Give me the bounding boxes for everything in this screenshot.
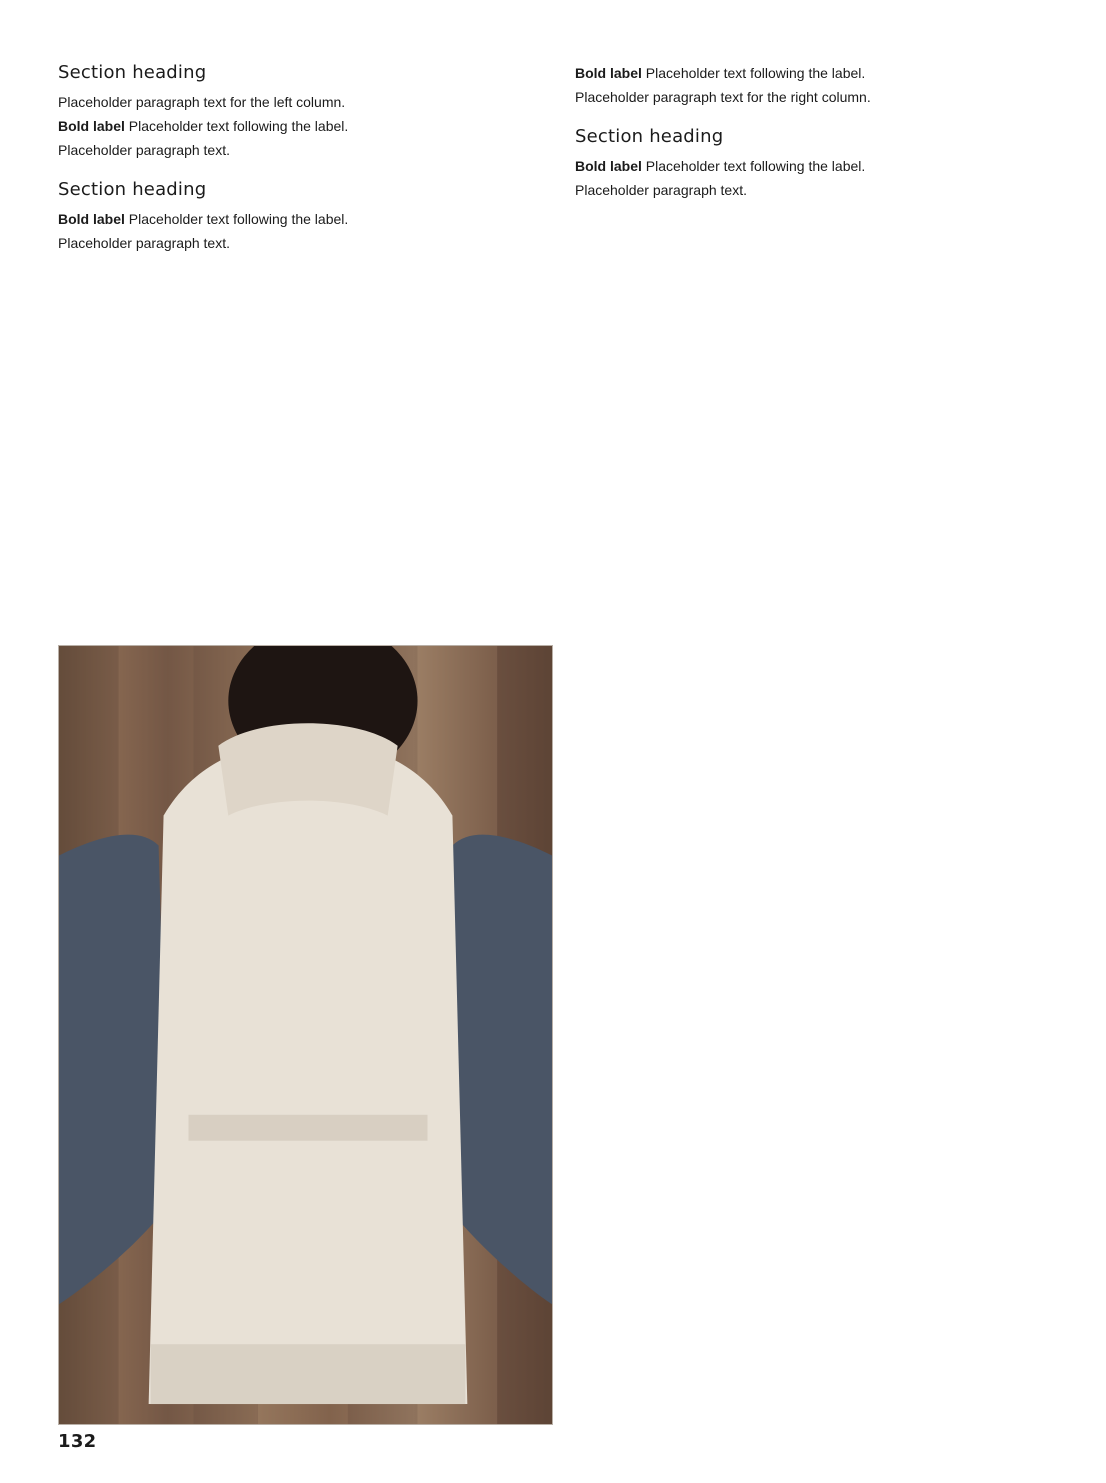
paragraph xyxy=(58,91,548,113)
section-heading: Section heading xyxy=(575,126,724,147)
paragraph xyxy=(58,115,548,137)
photo-illustration xyxy=(59,646,552,1424)
paragraph-text: Placeholder paragraph text. xyxy=(575,182,747,198)
paragraph-text: Placeholder paragraph text for the left column. xyxy=(58,94,346,110)
paragraph-text: Placeholder text following the label. xyxy=(128,118,349,134)
vest xyxy=(149,741,468,1404)
left_column-section xyxy=(58,62,548,161)
left_column-section xyxy=(58,179,548,254)
paragraph-label: Bold label xyxy=(575,158,642,174)
left-column xyxy=(58,62,548,272)
paragraph-text: Placeholder paragraph text for the right column. xyxy=(575,89,871,105)
paragraph-label: Bold label xyxy=(575,65,642,81)
paragraph-text: Placeholder text following the label. xyxy=(645,65,866,81)
paragraph xyxy=(575,62,1065,84)
paragraph xyxy=(575,155,1065,177)
paragraph-text: Placeholder paragraph text. xyxy=(58,235,230,251)
right-column xyxy=(575,62,1065,219)
right_column-section xyxy=(575,126,1065,201)
section-heading: Section heading xyxy=(58,62,207,83)
page-number: 132 xyxy=(58,1431,97,1452)
paragraph xyxy=(575,179,1065,201)
paragraph-label: Bold label xyxy=(58,118,125,134)
waist-detail xyxy=(188,1115,427,1141)
right_column-section xyxy=(575,62,1065,108)
paragraph xyxy=(575,86,1065,108)
paragraph-text: Placeholder text following the label. xyxy=(645,158,866,174)
ribbed-hem xyxy=(151,1344,466,1404)
paragraph xyxy=(58,208,548,230)
paragraph xyxy=(58,232,548,254)
section-heading: Section heading xyxy=(58,179,207,200)
paragraph-text: Placeholder paragraph text. xyxy=(58,142,230,158)
paragraph-text: Placeholder text following the label. xyxy=(128,211,349,227)
paragraph-label: Bold label xyxy=(58,211,125,227)
garment-photo xyxy=(58,645,553,1425)
paragraph xyxy=(58,139,548,161)
